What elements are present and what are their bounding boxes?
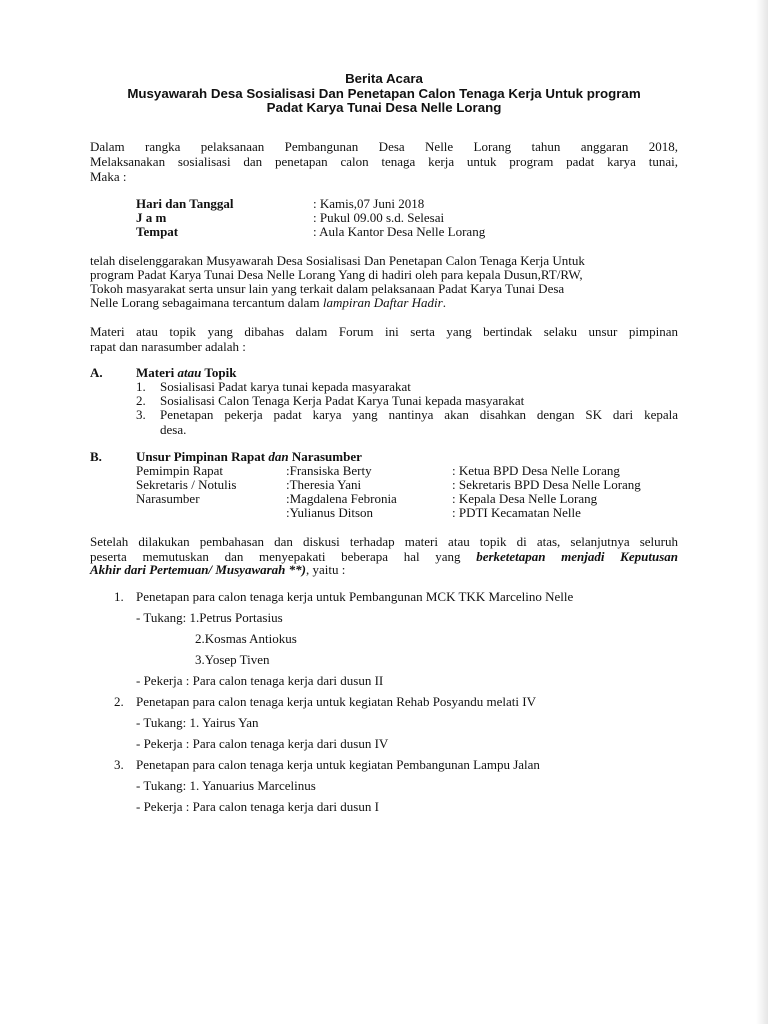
intro-line: Dalam rangka pelaksanaan Pembangunan Desa Nelle Lorang tahun anggaran 2018, [90,139,678,154]
para4-line: Setelah dilakukan pembahasan dan diskusi terhadap materi atau topik di atas, selanjutnya seluruh [90,534,678,549]
participant-role: Sekretaris / Notulis [136,477,237,492]
decision-pekerja: - Pekerja : Para calon tenaga kerja dari dusun II [136,673,384,688]
section-b-marker: B. [90,449,102,464]
decision-num: 2. [114,694,124,709]
intro-paragraph [90,139,678,184]
para2-line1: telah diselenggarakan Musyawarah Desa Sosialisasi Dan Penetapan Calon Tenaga Kerja Untuk [90,253,585,268]
section-b-title-part: Unsur Pimpinan Rapat [136,449,269,464]
decision-pekerja: - Pekerja : Para calon tenaga kerja dari dusun I [136,799,379,814]
decision-tukang-more: 2.Kosmas Antiokus [195,631,297,646]
list-item-line: Penetapan pekerja padat karya yang nantinya akan disahkan dengan SK dari kepala [160,407,678,422]
section-a-marker: A. [90,365,103,380]
detail-label-time: J a m [136,210,167,225]
para2-line3: Tokoh masyarakat serta unsur lain yang terkait dalam pelaksanaan Padat Karya Tunai Desa [90,281,565,296]
participant-position: : PDTI Kecamatan Nelle [452,505,581,520]
decision-tukang: - Tukang: 1.Petrus Portasius [136,610,283,625]
para2-line4-text: Nelle Lorang sebagaimana tercantum dalam [90,295,323,310]
para3 [90,324,678,354]
participant-name: :Magdalena Febronia [286,491,397,506]
participant-name: :Theresia Yani [286,477,362,492]
para3-line: rapat dan narasumber adalah : [90,339,246,354]
detail-label-place: Tempat [136,224,179,239]
decision-pekerja: - Pekerja : Para calon tenaga kerja dari dusun IV [136,736,389,751]
decision-phrase-end: Akhir dari Pertemuan/ Musyawarah **) [90,562,306,577]
decision-tukang: - Tukang: 1. Yanuarius Marcelinus [136,778,316,793]
decision-phrase: berketetapan menjadi Keputusan [476,549,678,564]
para2-line4 [90,295,446,310]
para4-line2-text: peserta memutuskan dan menyepakati beberapa hal yang [90,549,477,564]
participant-position: : Kepala Desa Nelle Lorang [452,491,598,506]
participant-role: Narasumber [136,491,200,506]
attendance-reference: lampiran Daftar Hadir [322,295,443,310]
document-subtitle-line1: Musyawarah Desa Sosialisasi Dan Penetapan Calon Tenaga Kerja Untuk program [127,86,641,101]
section-a-title-part: Materi [136,365,178,380]
participant-name: :Yulianus Ditson [286,505,374,520]
para2-line4-end: . [442,295,446,310]
list-item: Sosialisasi Calon Tenaga Kerja Padat Karya Tunai kepada masyarakat [160,393,525,408]
participant-position: : Sekretaris BPD Desa Nelle Lorang [452,477,641,492]
decision-tukang-more: 3.Yosep Tiven [195,652,270,667]
page-edge-shadow [756,0,768,1024]
decision-text: Penetapan para calon tenaga kerja untuk kegiatan Pembangunan Lampu Jalan [136,757,540,772]
document-subtitle-line2: Padat Karya Tunai Desa Nelle Lorang [266,100,502,115]
participant-position: : Ketua BPD Desa Nelle Lorang [452,463,620,478]
para4-line3-suffix: , yaitu : [306,562,346,577]
list-item-line: desa. [160,422,187,437]
detail-value-time: : Pukul 09.00 s.d. Selesai [313,210,445,225]
decision-num: 3. [114,757,124,772]
list-item: Sosialisasi Padat karya tunai kepada masyarakat [160,379,411,394]
section-b-title [136,449,362,464]
intro-line: Maka : [90,169,127,184]
para2-line2: program Padat Karya Tunai Desa Nelle Lorang Yang di hadiri oleh para kepala Dusun,RT/RW, [90,267,583,282]
participant-name: :Fransiska Berty [286,463,372,478]
list-item [160,407,678,437]
section-a-title-part: Topik [201,365,237,380]
para3-line: Materi atau topik yang dibahas dalam Forum ini serta yang bertindak selaku unsur pimpinan [90,324,678,339]
document-title: Berita Acara [345,71,423,86]
section-b-title-italic: dan [268,449,289,464]
list-item-num: 3. [136,407,146,422]
detail-label-date: Hari dan Tanggal [136,196,234,211]
decision-num: 1. [114,589,124,604]
decision-tukang: - Tukang: 1. Yairus Yan [136,715,259,730]
section-b-title-part: Narasumber [288,449,362,464]
participant-role: Pemimpin Rapat [136,463,224,478]
decision-text: Penetapan para calon tenaga kerja untuk Pembangunan MCK TKK Marcelino Nelle [136,589,574,604]
detail-value-place: : Aula Kantor Desa Nelle Lorang [313,224,486,239]
intro-line: Melaksanakan sosialisasi dan penetapan calon tenaga kerja untuk program padat karya tunai, [90,154,678,169]
list-item-num: 1. [136,379,146,394]
detail-value-date: : Kamis,07 Juni 2018 [313,196,425,211]
para4-line3 [90,562,345,577]
decision-text: Penetapan para calon tenaga kerja untuk kegiatan Rehab Posyandu melati IV [136,694,536,709]
section-a-title-italic: atau [177,365,202,380]
list-item-num: 2. [136,393,146,408]
section-a-title [136,365,236,380]
para4 [90,534,678,564]
